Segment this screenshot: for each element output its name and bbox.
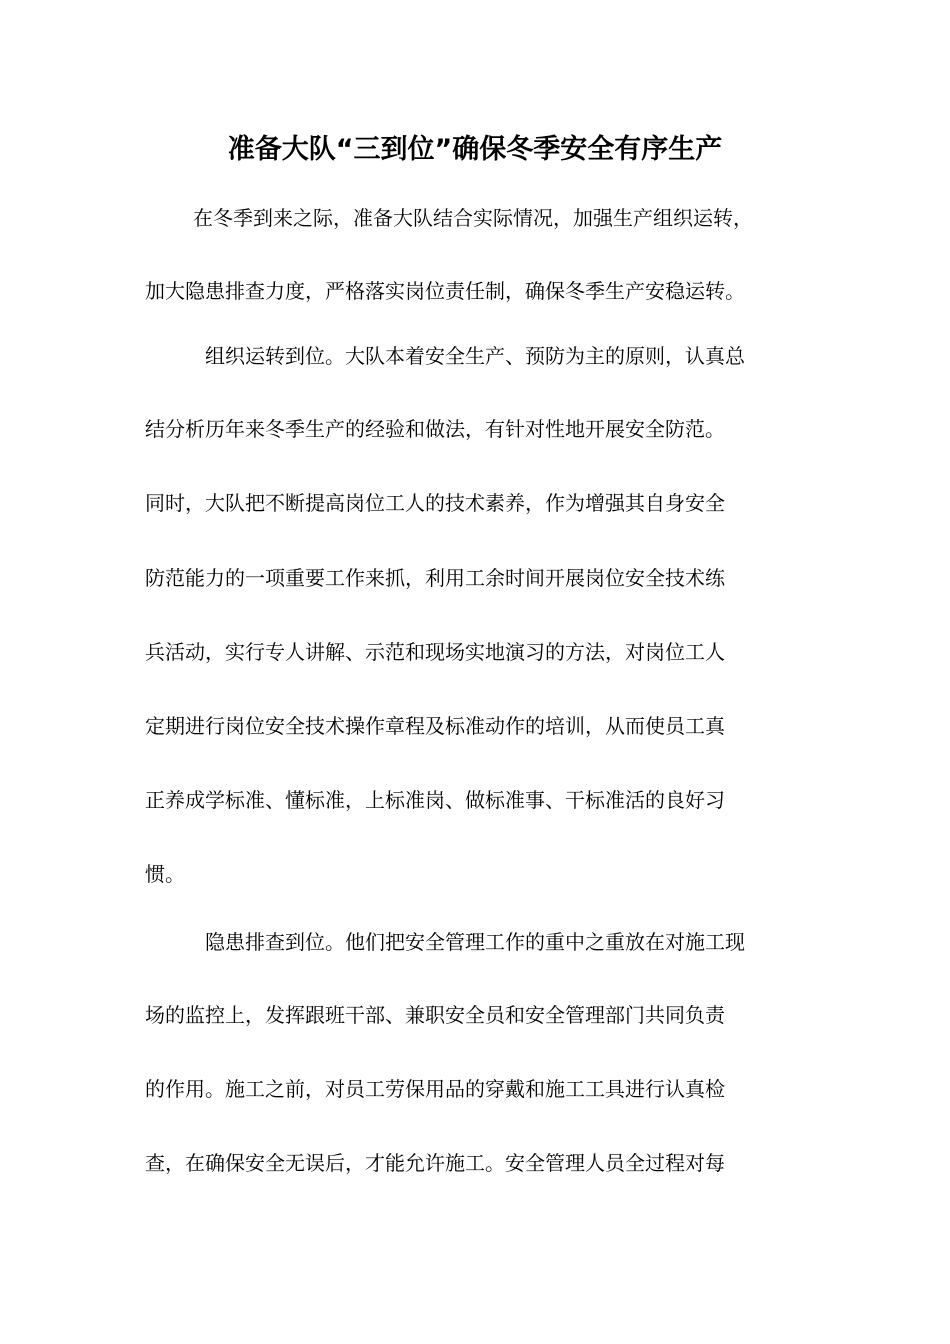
paragraph-line: 兵活动，实行专人讲解、示范和现场实地演习的方法，对岗位工人 xyxy=(145,640,725,664)
document-title: 准备大队“三到位”确保冬季安全有序生产 xyxy=(227,134,723,165)
paragraph-line: 组织运转到位。大队本着安全生产、预防为主的原则，认真总 xyxy=(205,344,745,368)
paragraph-line: 隐患排查到位。他们把安全管理工作的重中之重放在对施工现 xyxy=(205,930,745,954)
paragraph-line: 场的监控上，发挥跟班干部、兼职安全员和安全管理部门共同负责 xyxy=(145,1003,725,1027)
paragraph-line: 在冬季到来之际，准备大队结合实际情况，加强生产组织运转， xyxy=(193,206,753,230)
paragraph-line: 正养成学标准、懂标准，上标准岗、做标准事、干标准活的良好习 xyxy=(145,788,725,812)
paragraph-line: 的作用。施工之前，对员工劳保用品的穿戴和施工工具进行认真检 xyxy=(145,1077,725,1101)
paragraph-line: 定期进行岗位安全技术操作章程及标准动作的培训，从而使员工真 xyxy=(145,714,725,738)
paragraph-line: 加大隐患排查力度，严格落实岗位责任制，确保冬季生产安稳运转。 xyxy=(145,279,745,303)
paragraph-line: 查，在确保安全无误后，才能允许施工。安全管理人员全过程对每 xyxy=(145,1151,725,1175)
paragraph-line: 惯。 xyxy=(145,862,185,886)
paragraph-line: 防范能力的一项重要工作来抓，利用工余时间开展岗位安全技术练 xyxy=(145,566,725,590)
paragraph-line: 结分析历年来冬季生产的经验和做法，有针对性地开展安全防范。 xyxy=(145,417,725,441)
paragraph-line: 同时，大队把不断提高岗位工人的技术素养，作为增强其自身安全 xyxy=(145,491,725,515)
